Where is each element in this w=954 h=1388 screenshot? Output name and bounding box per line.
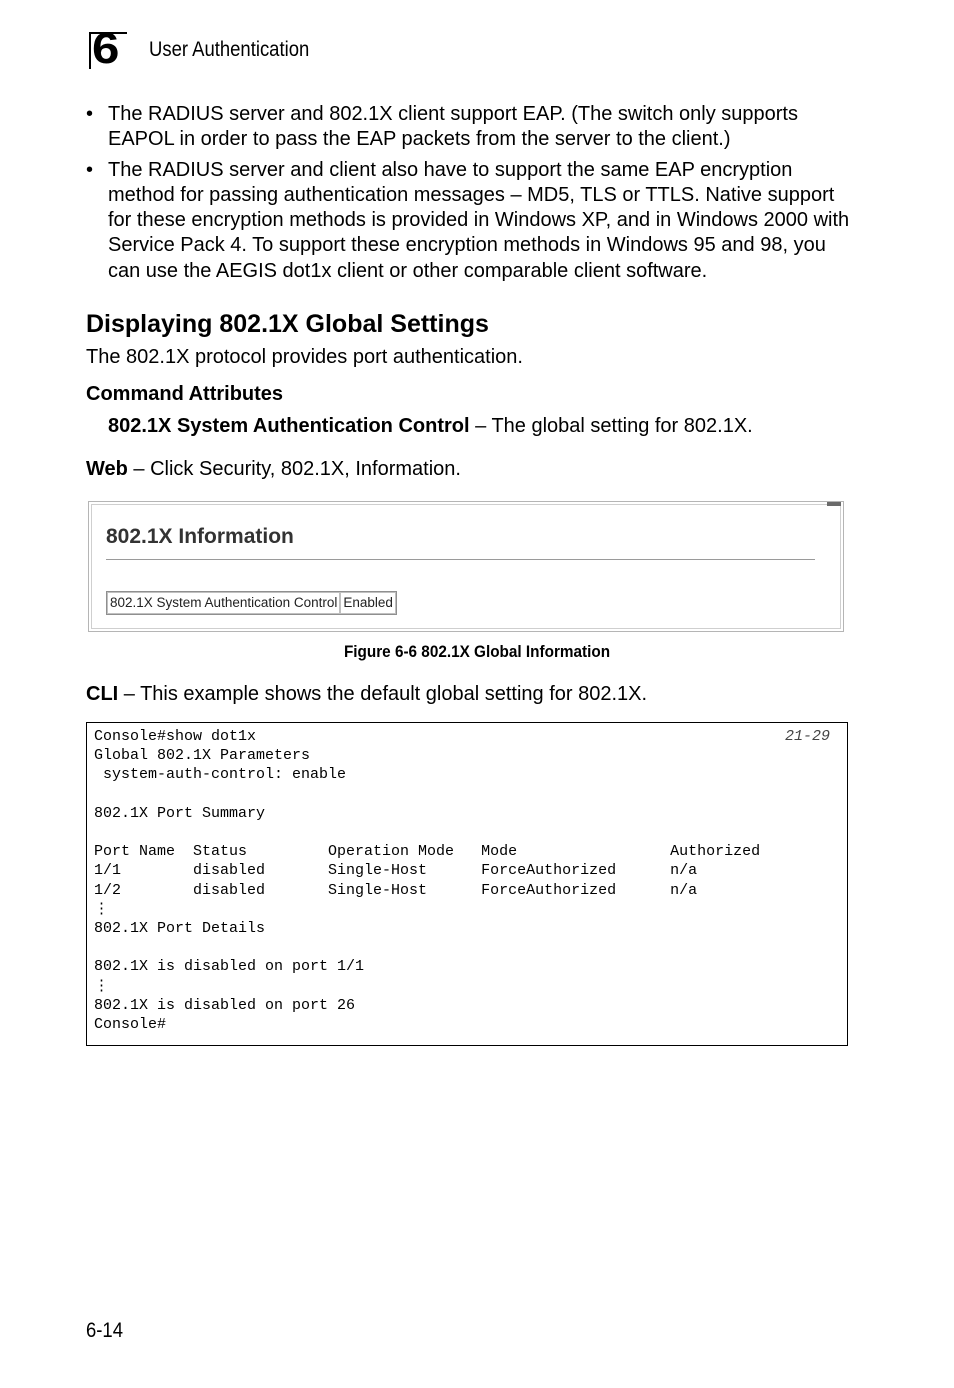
- settings-table: [106, 591, 397, 615]
- attributes-heading: Command Attributes: [86, 383, 284, 405]
- bullet-icon: •: [86, 103, 94, 125]
- cli-text: – This example shows the default global setting for 802.1X.: [118, 683, 648, 705]
- page-number: 6-14: [86, 1319, 123, 1342]
- requirements-list: [86, 102, 856, 289]
- console-text: Console#show dot1x Global 802.1X Parameters system-auth-control: enable 802.1X Port Summary Port Name Status Operation Mode Mode Authorized 1/1 disabled Single-Host ForceAuthorized n/a 1/2 disabled Single-Host ForceAuthorized n/a ⋮ 802.1X Port Details 802.1X is disabled on port 1/1 ⋮ 802.1X is disabled on port 26 Console#: [94, 728, 761, 1034]
- field-value: Enabled: [340, 592, 396, 614]
- list-item: [86, 158, 856, 284]
- section-heading: Displaying 802.1X Global Settings: [86, 310, 489, 338]
- attribute-term: 802.1X System Authentication Control: [108, 415, 470, 437]
- bullet-icon: •: [86, 158, 94, 181]
- cli-label: CLI: [86, 683, 119, 705]
- field-label: 802.1X System Authentication Control: [107, 592, 340, 614]
- list-item-text: The RADIUS server and client also have to support the same EAP encryption method for passing authentication messages – MD5, TLS or TTLS. Native support for these encryption methods is provided in Windows XP, and in Windows 2000 with Service Pack 4. To support these encryption methods in Windows 95 and 98, you can use the AEGIS dot1x client or other comparable client software.: [108, 158, 850, 282]
- info-panel: [91, 504, 841, 629]
- command-reference: 21-29: [784, 728, 830, 745]
- attribute-description: – The global setting for 802.1X.: [469, 415, 753, 437]
- figure-screenshot: [88, 501, 844, 632]
- cli-instruction: [86, 682, 647, 707]
- list-item: [86, 102, 856, 153]
- web-instruction: [86, 457, 461, 482]
- panel-divider: [106, 559, 815, 560]
- web-label: Web: [86, 458, 128, 480]
- section-intro: The 802.1X protocol provides port authentication.: [86, 346, 523, 368]
- console-output: [86, 722, 848, 1046]
- attribute-entry: [108, 414, 753, 439]
- chapter-number-badge: [89, 24, 125, 73]
- web-text: – Click Security, 802.1X, Information.: [127, 458, 461, 480]
- scrollbar-thumb: [827, 502, 841, 506]
- chapter-number: 6: [92, 24, 120, 73]
- chapter-title: User Authentication: [149, 38, 310, 61]
- figure-caption: Figure 6-6 802.1X Global Information: [343, 642, 611, 661]
- list-item-text: The RADIUS server and 802.1X client support EAP. (The switch only supports EAPOL in order to pass the EAP packets from the server to the client.): [108, 103, 798, 151]
- panel-title: 802.1X Information: [106, 525, 294, 548]
